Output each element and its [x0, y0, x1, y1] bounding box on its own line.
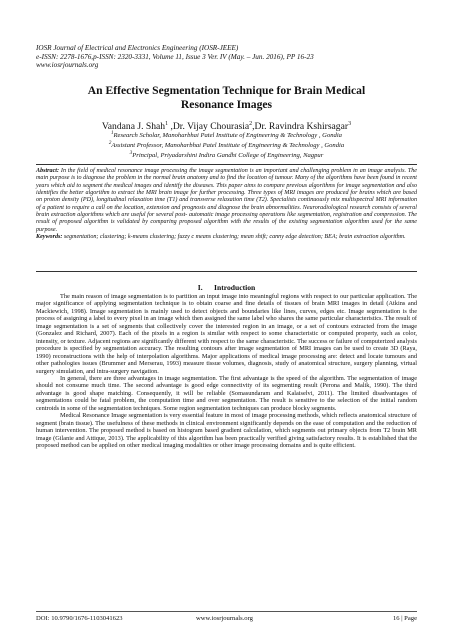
paragraph-3: Medical Resonance Image segmentation is very essential feature in most of image processing methods, which reflects anatomical structure of segment (brain tissue). The usefulness of these methods in clinical environment significantly depends on the ease of computation and the reduction of human intervention. The proposed method is based on histogram based gradient calculation, which segments out primary objects from T2 brain MR image (Gilanie and Attique, 2013). The applicability of this algorithm has been practically verified giving satisfactory results. It is established that the proposed method can be applied on other medical imaging modalities or other image processing domains and is quite efficient. [36, 412, 417, 450]
paragraph-2: In general, there are three advantages in image segmentation. The first advantage is the speed of the algorithm. The segmentation of image should not consume much time. The second advantage is good edge connectivity of its segmenting result (Perona and Malik, 1990). The third advantage is good shape matching. Consequently, it will be reliable (Somasundaram and Kalaiselvi, 2011). The limited disadvantages of segmentations could be fatal problem, the computation time and over segmentation. The result is sensitive to the selection of the initial random centroids in some of the segmentation techniques. Some region segmentation techniques can produce blocky segments. [36, 374, 417, 412]
keywords-text: segmentation; clustering; k-means clustering; fuzzy c means clustering; mean shift; canny edge detection; BEA; brain extraction algorithm. [62, 234, 406, 241]
paper-title [36, 84, 417, 112]
footer-divider [36, 611, 417, 612]
journal-issn: e-ISSN: 2278-1676,p-ISSN: 2320-3331, Volume 11, Issue 3 Ver. IV (May. – Jun. 2016), PP 16-23 [36, 52, 314, 61]
title-line-1: An Effective Segmentation Technique for Brain Medical [87, 84, 366, 97]
section-heading: I. Introduction [197, 283, 256, 292]
keywords [36, 234, 417, 241]
keywords-label: Keywords: [36, 234, 63, 241]
author-1: Vandana J. Shah [101, 121, 166, 133]
title-line-2: Resonance Images [180, 98, 273, 111]
abstract-label: Abstract: [36, 168, 60, 174]
introduction-body [36, 293, 417, 450]
author-3-sup: 3 [348, 121, 352, 127]
affiliations [36, 130, 417, 161]
abstract-section [36, 164, 417, 272]
footer-page-number: 16 | Page [392, 615, 417, 622]
author-1-sup: 1 [165, 121, 169, 127]
footer-doi: DOI: 10.9790/1676-1103041623 [36, 615, 123, 622]
footer-website: www.iosrjournals.org [196, 615, 253, 622]
abstract [36, 168, 417, 234]
affiliation-2: $^2$Assistant Professor, Manoharbhai Patel Institute of Engineering & Technology , Gondia [108, 141, 345, 150]
journal-header [36, 44, 416, 70]
abstract-text: In the field of medical resonance image processing the image segmentation is an important and challenging problem in an image analysis. The main purpose is to diagnose the problem in the normal brain anatomy and to find the location of tumour. Many of the algorithms have been found in recent years which aid to segment the medical images and identify the diseases. This paper aims to compare previous algorithms for image segmentation and also identifies the better algorithm to extract the MRI brain image for further processing. Three types of MRI images are produced for brains which are based on proton density (PD), longitudinal relaxation time (T1) and transverse relaxation time (T2). Specialists continuously mix multispectral MRI information of a patient to require a call on the location, extension and prognosis and diagnose the brain abnormalities. Neuroradiological research consists of several brain extraction algorithms which are useful for several post- automatic image processing operations like segmentation, registration and compression. The result of proposed algorithm is validated by comparing proposed algorithm with the results of the existing segmentation algorithm used for the same purpose. [36, 168, 417, 233]
page-footer [36, 614, 417, 624]
affiliation-1: $^1$Research Scholar, Manoharbhai Patel Institute of Engineering & Technology , Gondia [111, 131, 342, 140]
journal-website: www.iosrjournals.org [36, 61, 99, 70]
author-2-sup: 2 [249, 121, 253, 127]
journal-name: IOSR Journal of Electrical and Electronics Engineering (IOSR-JEEE) [36, 44, 239, 52]
author-3: ,Dr. Ravindra Kshirsagar [252, 121, 349, 133]
paragraph-1: The main reason of image segmentation is to partition an input image into meaningful regions with respect to our particular application. The major significance of applying segmentation technique is to obtain coarse and fine details of tissues of brain MRI images in detail (Atkins and Mackiewich, 1998). Image segmentation is mainly used to detect objects and boundaries like lines, curves, edges etc. Image segmentation is the process of assigning a label to every pixel in an image which then assigned the same label who shares the same particular characteristics. The result of image segmentation is a set of segments that collectively cover the interested region in an image, or a set of contours extracted from the image (Gonzalez and Richard, 2007). Each of the pixels in a region is similar with respect to some characteristic or computed property, such as color, intensity, or texture. Adjacent regions are significantly different with respect to the same characteristic. The success or failure of computerized analysis procedure is specified by segmentation accuracy. The resulting contours after image segmentation of MRI images can be used to create 3D (Raya, 1990) reconstructions with the help of interpolation algorithms. Major applications of medical image processing are: detect and locate tumours and other pathologies issues (Brummer and Merserau, 1993) measure tissue volumes, diagnosis, study of anatomical structure, surgery planning, virtual surgery simulation, and intra-surgery navigation. [36, 293, 417, 375]
affiliation-3: $^3$Principal, Priyadarshini Indira Gandhi College of Engineering, Nagpur [129, 151, 324, 160]
author-2: ,Dr. Vijay Chourasia [168, 121, 250, 133]
